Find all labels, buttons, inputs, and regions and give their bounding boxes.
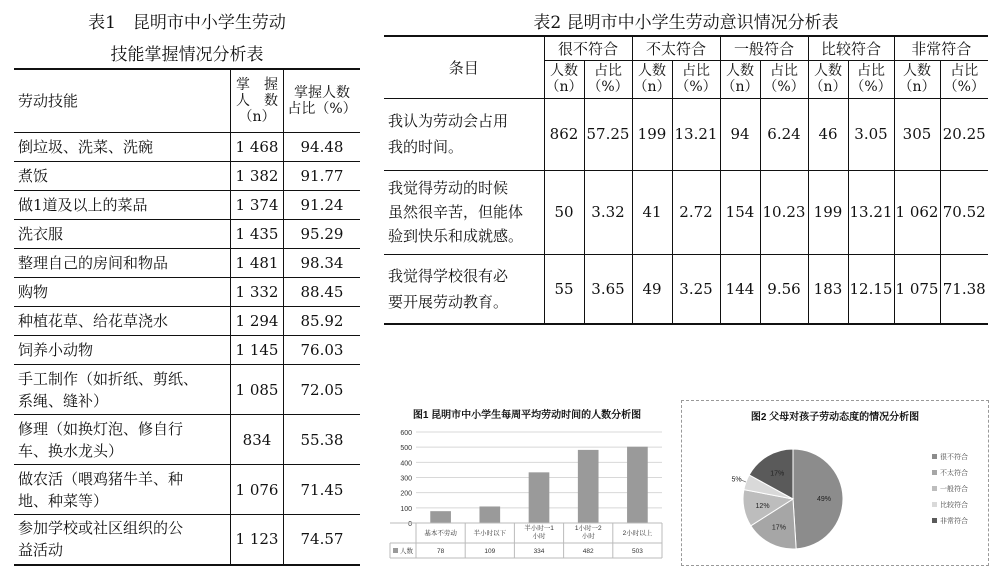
data-label: 482	[582, 548, 594, 555]
value-cell: 70.52	[940, 170, 988, 254]
table2	[384, 35, 988, 325]
count-cell: 1 435	[231, 220, 284, 249]
pct-cell: 76.03	[284, 336, 361, 365]
pct-cell: 94.48	[284, 133, 361, 162]
category-label-line2: 小时	[581, 533, 595, 540]
data-label: 503	[631, 548, 643, 555]
item-line3: 验到快乐和成就感。	[388, 227, 524, 245]
table1-header-row	[14, 69, 360, 133]
sub-header-pct	[584, 60, 632, 98]
category-label-line2: 小时	[532, 533, 546, 540]
skill-cell	[14, 415, 231, 465]
figure1-panel	[386, 402, 668, 562]
bar	[430, 511, 451, 523]
sub-p-l2: （%）	[943, 79, 985, 95]
legend-label: 非常符合	[940, 518, 968, 525]
bar	[479, 506, 500, 523]
sub-n-l2: （n）	[898, 79, 936, 95]
table1-header-pct-l1: 掌握人数	[294, 85, 350, 101]
pct-cell: 72.05	[284, 365, 361, 415]
category-label: 基本不劳动	[424, 530, 457, 537]
value-cell: 1 075	[894, 254, 940, 324]
table-row	[14, 249, 360, 278]
legend-swatch	[932, 486, 937, 491]
table1	[14, 68, 360, 566]
count-cell: 834	[231, 415, 284, 465]
skill-cell: 购物	[14, 278, 231, 307]
slice-label: 49%	[816, 496, 831, 504]
skill-cell: 倒垃圾、洗菜、洗碗	[14, 133, 231, 162]
y-tick-label: 600	[400, 430, 412, 437]
table1-title-line1: 表1 昆明市中小学生劳动	[88, 13, 286, 33]
table1-header-pct-l2: 占比（%）	[287, 101, 357, 117]
value-cell: 3.05	[848, 98, 894, 170]
pct-cell: 85.92	[284, 307, 361, 336]
table1-title-line2: 技能掌握情况分析表	[110, 45, 264, 65]
skill-line2: 地、种菜等）	[18, 491, 109, 510]
value-cell: 199	[632, 98, 672, 170]
count-cell: 1 382	[231, 162, 284, 191]
table-row	[14, 162, 360, 191]
value-cell: 3.25	[672, 254, 720, 324]
skill-cell	[14, 465, 231, 515]
value-cell: 55	[544, 254, 584, 324]
sub-header-n	[808, 60, 848, 98]
value-cell: 144	[720, 254, 760, 324]
legend-label: 很不符合	[940, 454, 968, 461]
bar	[578, 450, 599, 523]
pct-cell: 71.45	[284, 465, 361, 515]
table2-title: 表2 昆明市中小学生劳动意识情况分析表	[533, 13, 839, 33]
slice-label: 5%	[731, 476, 742, 484]
figure2-chart	[682, 401, 988, 565]
sub-p-l1: 占比	[770, 63, 798, 79]
slice-label: 17%	[770, 470, 785, 478]
sub-n-l2: （n）	[633, 79, 671, 95]
y-tick-label: 0	[408, 521, 412, 528]
skill-line1: 参加学校或社区组织的公	[18, 519, 184, 538]
sub-n-l1: 人数	[726, 63, 754, 79]
figure1-title: 图1 昆明市中小学生每周平均劳动时间的人数分析图	[412, 410, 642, 421]
value-cell: 10.23	[760, 170, 808, 254]
item-line2: 我的时间。	[388, 138, 464, 156]
table-row	[14, 336, 360, 365]
skill-line1: 修理（如换灯泡、修自行	[18, 419, 184, 438]
table1-header-count-l3: （n）	[238, 109, 276, 125]
count-cell: 1 085	[231, 365, 284, 415]
group-header: 不太符合	[632, 36, 720, 60]
table-row	[384, 98, 988, 170]
sub-header-n	[720, 60, 760, 98]
skill-cell: 煮饭	[14, 162, 231, 191]
count-cell: 1 332	[231, 278, 284, 307]
legend-label: 比较符合	[940, 502, 968, 509]
table-row	[14, 307, 360, 336]
table-row	[14, 278, 360, 307]
table1-header-count-l1: 掌 握	[236, 77, 278, 93]
slice-label: 12%	[755, 502, 770, 510]
figure2-title: 图2 父母对孩子劳动态度的情况分析图	[750, 412, 920, 423]
table1-header-pct	[284, 69, 361, 133]
sub-p-l2: （%）	[850, 79, 892, 95]
skill-cell: 种植花草、给花草浇水	[14, 307, 231, 336]
legend-swatch	[932, 454, 937, 459]
skill-cell	[14, 365, 231, 415]
skill-cell: 整理自己的房间和物品	[14, 249, 231, 278]
pct-cell: 91.24	[284, 191, 361, 220]
y-tick-label: 100	[400, 505, 412, 513]
pct-cell: 98.34	[284, 249, 361, 278]
sub-header-n	[894, 60, 940, 98]
value-cell: 13.21	[848, 170, 894, 254]
table-row	[14, 220, 360, 249]
sub-p-l1: 占比	[950, 63, 979, 79]
data-label: 78	[436, 548, 445, 555]
legend-label: 人数	[400, 548, 413, 555]
legend-label: 不太符合	[940, 470, 968, 477]
figure1-chart	[386, 402, 668, 562]
value-cell: 71.38	[940, 254, 988, 324]
value-cell: 862	[544, 98, 584, 170]
y-tick-label: 500	[400, 445, 412, 453]
count-cell: 1 468	[231, 133, 284, 162]
value-cell: 50	[544, 170, 584, 254]
item-line2: 虽然很辛苦，但能体	[388, 203, 524, 221]
group-header: 比较符合	[808, 36, 894, 60]
sub-header-pct	[848, 60, 894, 98]
category-label-line1: 半小时一1	[524, 525, 554, 532]
table-row	[14, 465, 360, 515]
value-cell: 20.25	[940, 98, 988, 170]
table-row	[384, 254, 988, 324]
sub-n-l2: （n）	[721, 79, 759, 95]
item-cell	[384, 254, 544, 324]
y-tick-label: 400	[400, 460, 412, 468]
skill-cell	[14, 515, 231, 565]
table2-item-header: 条目	[448, 58, 479, 77]
table2-group-header-row	[384, 36, 988, 60]
value-cell: 1 062	[894, 170, 940, 254]
data-label: 109	[484, 548, 496, 555]
sub-p-l2: （%）	[675, 79, 717, 95]
pct-cell: 95.29	[284, 220, 361, 249]
count-cell: 1 123	[231, 515, 284, 565]
item-line1: 我觉得劳动的时候	[388, 179, 509, 197]
sub-p-l1: 占比	[594, 63, 622, 79]
table1-header-skill: 劳动技能	[14, 69, 231, 133]
skill-cell: 饲养小动物	[14, 336, 231, 365]
value-cell: 13.21	[672, 98, 720, 170]
value-cell: 9.56	[760, 254, 808, 324]
value-cell: 183	[808, 254, 848, 324]
count-cell: 1 481	[231, 249, 284, 278]
legend-swatch	[932, 502, 937, 507]
item-line1: 我认为劳动会占用	[388, 112, 509, 130]
count-cell: 1 294	[231, 307, 284, 336]
item-cell	[384, 98, 544, 170]
y-tick-label: 200	[400, 490, 412, 498]
table-row	[14, 415, 360, 465]
sub-n-l1: 人数	[814, 63, 842, 79]
legend-swatch	[393, 548, 398, 553]
count-cell: 1 145	[231, 336, 284, 365]
value-cell: 2.72	[672, 170, 720, 254]
sub-n-l1: 人数	[550, 63, 578, 79]
figure2-panel	[681, 400, 989, 566]
table-row	[14, 515, 360, 565]
skill-line2: 益活动	[18, 541, 64, 560]
pct-cell: 74.57	[284, 515, 361, 565]
sub-n-l1: 人数	[638, 63, 666, 79]
skill-line2: 车、换水龙头）	[18, 441, 124, 460]
category-label-line1: 1小时一2	[574, 525, 602, 532]
skill-cell: 洗衣服	[14, 220, 231, 249]
group-header: 非常符合	[894, 36, 988, 60]
value-cell: 154	[720, 170, 760, 254]
count-cell: 1 076	[231, 465, 284, 515]
data-label: 334	[533, 548, 545, 555]
pct-cell: 91.77	[284, 162, 361, 191]
sub-p-l2: （%）	[763, 79, 805, 95]
legend-swatch	[932, 470, 937, 475]
table-row	[14, 133, 360, 162]
slice-label: 17%	[771, 524, 786, 532]
sub-p-l2: （%）	[587, 79, 629, 95]
skill-line2: 系绳、缝补）	[18, 391, 109, 410]
category-label: 2小时以上	[622, 530, 653, 537]
skill-line1: 做农活（喂鸡猪牛羊、种	[18, 469, 184, 488]
pct-cell: 55.38	[284, 415, 361, 465]
value-cell: 57.25	[584, 98, 632, 170]
value-cell: 94	[720, 98, 760, 170]
sub-header-pct	[760, 60, 808, 98]
table-row	[14, 191, 360, 220]
value-cell: 3.65	[584, 254, 632, 324]
value-cell: 6.24	[760, 98, 808, 170]
table-row	[384, 170, 988, 254]
item-line2: 要开展劳动教育。	[388, 292, 509, 311]
legend-swatch	[932, 518, 937, 523]
item-cell	[384, 170, 544, 254]
bar	[529, 472, 550, 523]
skill-cell: 做1道及以上的菜品	[14, 191, 231, 220]
legend-label: 一般符合	[940, 486, 968, 493]
value-cell: 49	[632, 254, 672, 324]
sub-n-l2: （n）	[809, 79, 847, 95]
category-label: 半小时以下	[473, 530, 507, 537]
sub-header-n	[632, 60, 672, 98]
value-cell: 305	[894, 98, 940, 170]
value-cell: 46	[808, 98, 848, 170]
group-header: 很不符合	[544, 36, 632, 60]
sub-p-l1: 占比	[682, 63, 710, 79]
group-header: 一般符合	[720, 36, 808, 60]
sub-p-l1: 占比	[857, 63, 885, 79]
table-row	[14, 365, 360, 415]
pct-cell: 88.45	[284, 278, 361, 307]
sub-header-pct	[672, 60, 720, 98]
sub-n-l2: （n）	[545, 79, 583, 95]
item-line1: 我觉得学校很有必	[388, 266, 509, 285]
value-cell: 41	[632, 170, 672, 254]
bar	[627, 447, 648, 523]
sub-header-n	[544, 60, 584, 98]
sub-n-l1: 人数	[903, 63, 931, 79]
sub-header-pct	[940, 60, 988, 98]
y-tick-label: 300	[400, 475, 412, 483]
table1-header-count	[231, 69, 284, 133]
value-cell: 3.32	[584, 170, 632, 254]
skill-line1: 手工制作（如折纸、剪纸、	[18, 369, 199, 388]
value-cell: 199	[808, 170, 848, 254]
table1-header-count-l2: 人 数	[236, 93, 278, 109]
count-cell: 1 374	[231, 191, 284, 220]
value-cell: 12.15	[848, 254, 894, 324]
